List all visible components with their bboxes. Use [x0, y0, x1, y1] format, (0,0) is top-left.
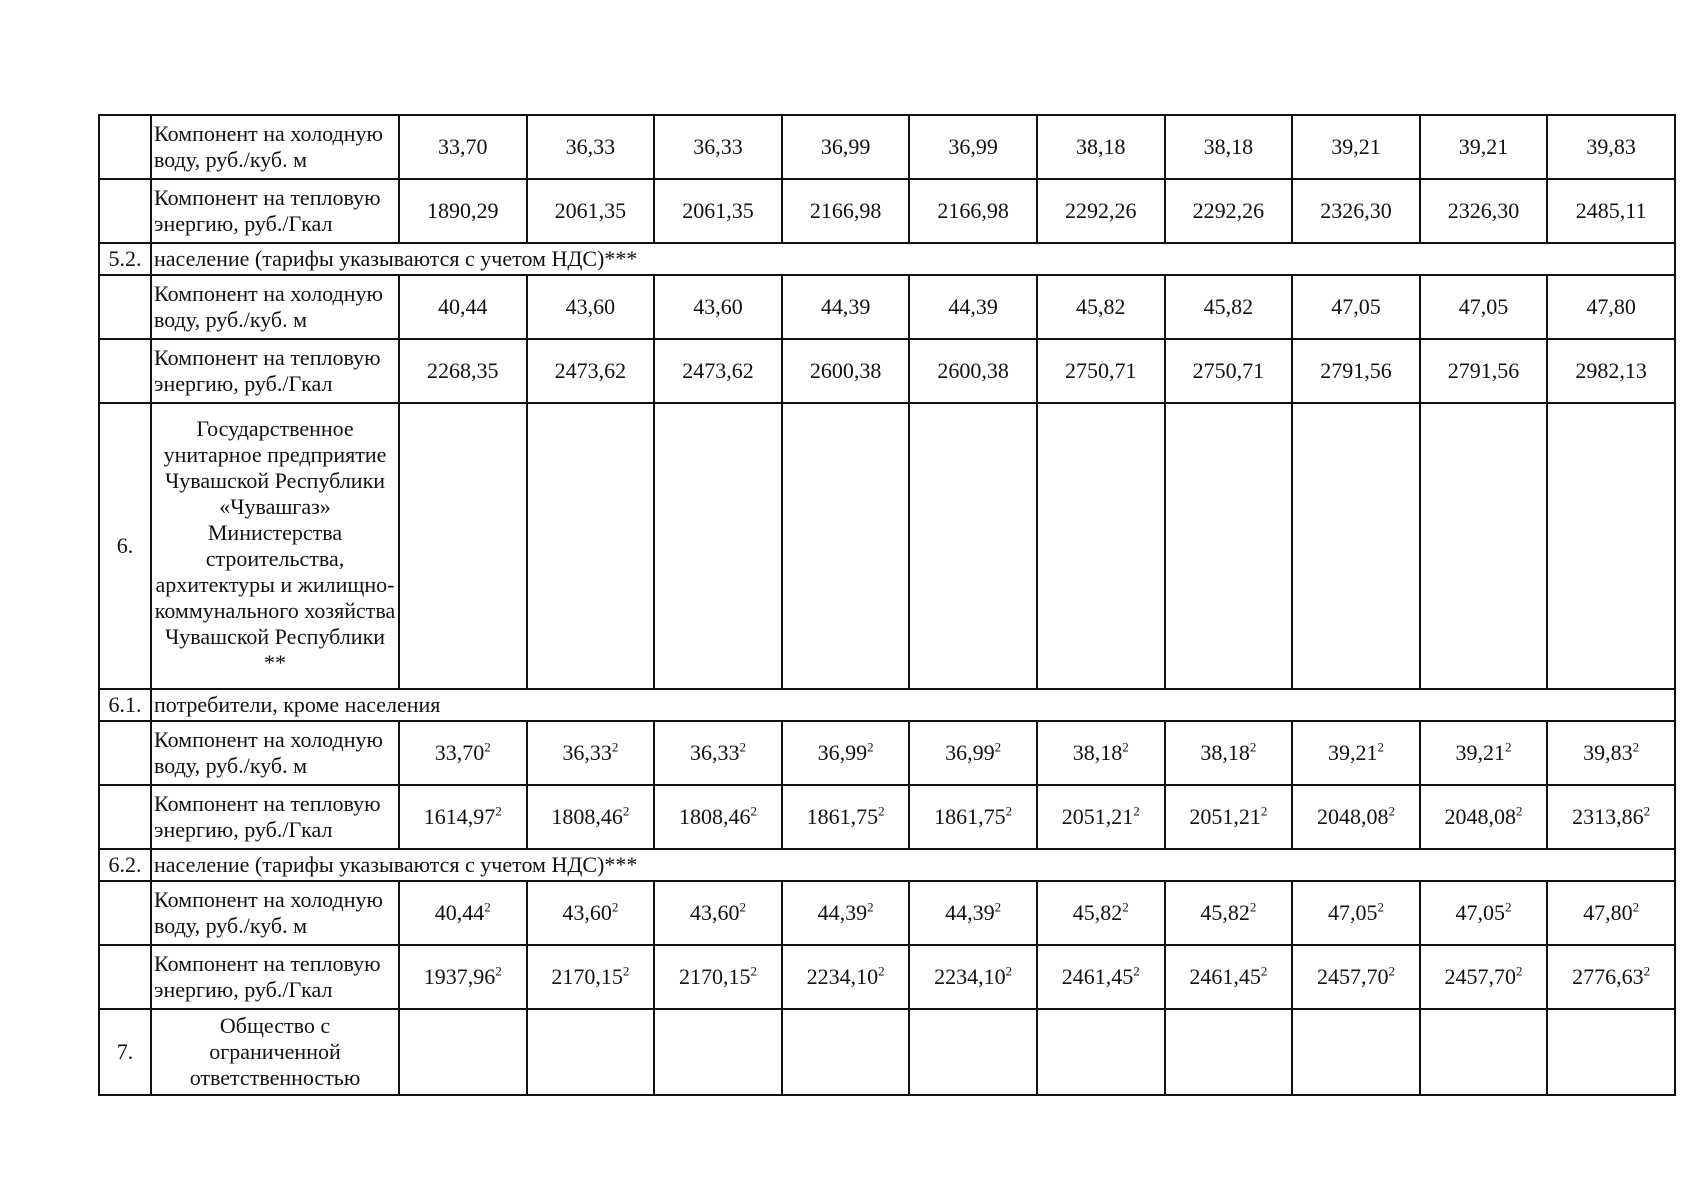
tariff-value: 36,33	[562, 740, 612, 765]
tariff-value-cell	[1547, 785, 1675, 849]
tariff-value: 2600,38	[937, 358, 1009, 383]
tariff-value: 38,18	[1076, 134, 1126, 159]
footnote-marker: 2	[867, 899, 874, 915]
tariff-value: 2048,08	[1444, 804, 1517, 829]
tariff-value-cell	[399, 339, 527, 403]
component-label: Компонент на холодную воду, руб./куб. м	[151, 721, 399, 785]
tariff-value: 36,99	[817, 740, 868, 765]
section-row	[99, 689, 1675, 721]
tariff-value-cell	[1165, 721, 1293, 785]
organization-name: Общество с ограниченной ответственностью	[151, 1009, 399, 1095]
tariff-value: 2166,98	[809, 198, 882, 223]
tariff-value-cell	[654, 179, 782, 243]
component-label: Компонент на тепловую энергию, руб./Гкал	[151, 339, 399, 403]
tariff-value-cell	[1420, 339, 1548, 403]
row-number	[99, 945, 151, 1009]
tariff-value: 2485,11	[1575, 198, 1647, 223]
footnote-marker: 2	[1005, 803, 1013, 819]
tariff-value-cell	[909, 339, 1037, 403]
component-row	[99, 179, 1675, 243]
row-number: 6.	[99, 403, 151, 689]
tariff-value-cell	[527, 721, 655, 785]
component-label: Компонент на тепловую энергию, руб./Гкал	[151, 785, 399, 849]
tariff-value-cell	[1165, 339, 1293, 403]
row-number	[99, 785, 151, 849]
tariff-value-cell	[1037, 339, 1165, 403]
tariff-value-cell	[782, 721, 910, 785]
tariff-value-cell	[1292, 1009, 1420, 1095]
component-row	[99, 881, 1675, 945]
tariff-value: 47,05	[1327, 900, 1378, 925]
tariff-value-cell	[527, 115, 655, 179]
tariff-value-cell	[909, 1009, 1037, 1095]
footnote-marker: 2	[622, 963, 630, 979]
row-number: 6.2.	[99, 849, 151, 881]
row-number	[99, 881, 151, 945]
tariff-value-cell	[782, 881, 910, 945]
tariff-value-cell	[1547, 403, 1675, 689]
footnote-marker: 2	[1643, 963, 1651, 979]
component-row	[99, 785, 1675, 849]
tariff-value-cell	[1037, 403, 1165, 689]
tariff-value-cell	[782, 945, 910, 1009]
tariff-value-cell	[1547, 275, 1675, 339]
tariff-value-cell	[1547, 115, 1675, 179]
tariff-value-cell	[1292, 275, 1420, 339]
tariff-value-cell	[1037, 881, 1165, 945]
component-row	[99, 945, 1675, 1009]
tariff-value-cell	[527, 785, 655, 849]
footnote-marker: 2	[1516, 803, 1523, 819]
tariff-value-cell	[782, 339, 910, 403]
footnote-marker: 2	[867, 739, 874, 755]
tariff-value: 39,21	[1458, 134, 1509, 159]
row-number: 6.1.	[99, 689, 151, 721]
component-label: Компонент на холодную воду, руб./куб. м	[151, 881, 399, 945]
tariff-value: 2791,56	[1447, 358, 1520, 383]
tariff-value: 1937,96	[423, 964, 496, 989]
tariff-value-cell	[1292, 721, 1420, 785]
tariff-value-cell	[1037, 1009, 1165, 1095]
tariff-value-cell	[782, 275, 910, 339]
row-number	[99, 275, 151, 339]
tariff-value-cell	[399, 1009, 527, 1095]
tariff-value-cell	[909, 179, 1037, 243]
tariff-value-cell	[527, 339, 655, 403]
tariff-value: 45,82	[1203, 294, 1254, 319]
tariff-value: 2473,62	[682, 358, 754, 383]
tariff-value-cell	[1165, 275, 1293, 339]
tariff-value: 45,82	[1072, 900, 1123, 925]
footnote-marker: 2	[484, 739, 491, 755]
tariff-value: 44,39	[817, 900, 868, 925]
footnote-marker: 2	[1632, 739, 1640, 755]
tariff-value: 36,99	[945, 740, 995, 765]
tariff-value-cell	[1165, 881, 1293, 945]
tariff-value: 2048,08	[1316, 804, 1389, 829]
tariff-value: 44,39	[945, 900, 995, 925]
tariff-value: 39,83	[1583, 740, 1633, 765]
tariff-value: 45,82	[1076, 294, 1126, 319]
row-number	[99, 721, 151, 785]
tariff-value: 2061,35	[554, 198, 627, 223]
tariff-value: 2457,70	[1316, 964, 1389, 989]
footnote-marker: 2	[611, 899, 619, 915]
tariff-value-cell	[1292, 785, 1420, 849]
tariff-value-cell	[654, 881, 782, 945]
tariff-value: 2061,35	[682, 198, 754, 223]
footnote-marker: 2	[1377, 739, 1384, 755]
tariff-value-cell	[1037, 179, 1165, 243]
tariff-table-body	[99, 115, 1675, 1095]
tariff-value: 38,18	[1203, 134, 1254, 159]
tariff-value: 44,39	[948, 294, 998, 319]
tariff-value-cell	[782, 403, 910, 689]
organization-name: Государственное унитарное предприятие Чувашской Республики «Чувашгаз» Министерства строительства, архитектуры и жилищно-коммунального хозяйства Чувашской Республики **	[151, 403, 399, 689]
component-label: Компонент на холодную воду, руб./куб. м	[151, 115, 399, 179]
tariff-value-cell	[1165, 179, 1293, 243]
tariff-value-cell	[1420, 945, 1548, 1009]
row-number: 7.	[99, 1009, 151, 1095]
footnote-marker: 2	[1388, 963, 1395, 979]
tariff-value-cell	[1547, 339, 1675, 403]
tariff-value: 40,44	[434, 900, 485, 925]
tariff-value: 36,33	[689, 740, 740, 765]
footnote-marker: 2	[750, 963, 757, 979]
section-title: население (тарифы указываются с учетом НДС)***	[151, 849, 1675, 881]
tariff-value-cell	[1165, 1009, 1293, 1095]
footnote-marker: 2	[1505, 739, 1512, 755]
footnote-marker: 2	[1122, 739, 1129, 755]
footnote-marker: 2	[1005, 963, 1013, 979]
row-number: 5.2.	[99, 243, 151, 275]
tariff-value-cell	[399, 721, 527, 785]
tariff-value: 2326,30	[1320, 198, 1392, 223]
footnote-marker: 2	[1505, 899, 1512, 915]
footnote-marker: 2	[739, 899, 746, 915]
tariff-value-cell	[527, 1009, 655, 1095]
tariff-value: 39,21	[1327, 740, 1378, 765]
tariff-value-cell	[654, 275, 782, 339]
tariff-value: 1861,75	[934, 804, 1006, 829]
footnote-marker: 2	[1249, 899, 1257, 915]
tariff-value: 36,99	[820, 134, 871, 159]
footnote-marker: 2	[878, 803, 885, 819]
component-label: Компонент на холодную воду, руб./куб. м	[151, 275, 399, 339]
tariff-value: 2776,63	[1572, 964, 1644, 989]
tariff-value-cell	[782, 785, 910, 849]
tariff-value: 2750,71	[1192, 358, 1265, 383]
tariff-value: 1890,29	[427, 198, 499, 223]
tariff-value-cell	[1037, 945, 1165, 1009]
tariff-value: 39,83	[1586, 134, 1636, 159]
tariff-value-cell	[909, 881, 1037, 945]
tariff-value-cell	[1292, 115, 1420, 179]
tariff-value-cell	[1547, 881, 1675, 945]
tariff-value: 2292,26	[1192, 198, 1265, 223]
tariff-value-cell	[654, 339, 782, 403]
tariff-table	[98, 114, 1676, 1096]
footnote-marker: 2	[1516, 963, 1523, 979]
tariff-value-cell	[527, 275, 655, 339]
footnote-marker: 2	[622, 803, 630, 819]
footnote-marker: 2	[611, 739, 619, 755]
tariff-value: 43,60	[689, 900, 740, 925]
component-row	[99, 275, 1675, 339]
row-number	[99, 115, 151, 179]
tariff-value: 2170,15	[551, 964, 623, 989]
tariff-value: 2457,70	[1444, 964, 1517, 989]
tariff-value: 44,39	[820, 294, 871, 319]
tariff-value: 2051,21	[1061, 804, 1134, 829]
component-row	[99, 339, 1675, 403]
tariff-value: 33,70	[438, 134, 488, 159]
tariff-value-cell	[1037, 115, 1165, 179]
footnote-marker: 2	[750, 803, 757, 819]
tariff-value: 43,60	[565, 294, 616, 319]
tariff-value-cell	[527, 403, 655, 689]
tariff-value-cell	[909, 721, 1037, 785]
tariff-value: 43,60	[693, 294, 743, 319]
tariff-value-cell	[782, 115, 910, 179]
section-title: население (тарифы указываются с учетом НДС)***	[151, 243, 1675, 275]
section-title: потребители, кроме населения	[151, 689, 1675, 721]
footnote-marker: 2	[1632, 899, 1640, 915]
tariff-value: 2750,71	[1065, 358, 1137, 383]
section-row	[99, 849, 1675, 881]
tariff-value: 36,99	[948, 134, 998, 159]
tariff-value-cell	[654, 403, 782, 689]
tariff-value: 1808,46	[551, 804, 623, 829]
tariff-value-cell	[654, 785, 782, 849]
component-label: Компонент на тепловую энергию, руб./Гкал	[151, 945, 399, 1009]
tariff-value: 1614,97	[423, 804, 496, 829]
tariff-value: 45,82	[1200, 900, 1250, 925]
tariff-value: 2982,13	[1575, 358, 1647, 383]
tariff-value: 47,80	[1583, 900, 1633, 925]
tariff-value: 2791,56	[1320, 358, 1392, 383]
tariff-value-cell	[1292, 945, 1420, 1009]
tariff-value-cell	[1165, 785, 1293, 849]
tariff-value-cell	[527, 179, 655, 243]
tariff-value-cell	[1547, 721, 1675, 785]
footnote-marker: 2	[484, 899, 491, 915]
tariff-value: 2461,45	[1061, 964, 1134, 989]
tariff-value-cell	[909, 275, 1037, 339]
row-number	[99, 179, 151, 243]
tariff-value: 2292,26	[1065, 198, 1137, 223]
tariff-value-cell	[654, 721, 782, 785]
tariff-value-cell	[782, 1009, 910, 1095]
component-label: Компонент на тепловую энергию, руб./Гкал	[151, 179, 399, 243]
tariff-value-cell	[909, 115, 1037, 179]
tariff-value-cell	[1420, 403, 1548, 689]
tariff-value-cell	[1420, 721, 1548, 785]
tariff-value: 39,21	[1331, 134, 1381, 159]
tariff-value-cell	[1037, 275, 1165, 339]
tariff-value-cell	[1547, 945, 1675, 1009]
footnote-marker: 2	[1122, 899, 1129, 915]
tariff-value-cell	[1037, 721, 1165, 785]
tariff-value-cell	[782, 179, 910, 243]
tariff-value: 33,70	[434, 740, 485, 765]
footnote-marker: 2	[1643, 803, 1651, 819]
footnote-marker: 2	[495, 803, 502, 819]
tariff-value: 39,21	[1455, 740, 1506, 765]
tariff-value: 2051,21	[1189, 804, 1261, 829]
tariff-value-cell	[1292, 881, 1420, 945]
tariff-value-cell	[399, 179, 527, 243]
tariff-value-cell	[399, 403, 527, 689]
footnote-marker: 2	[1133, 803, 1140, 819]
tariff-value-cell	[1292, 339, 1420, 403]
tariff-value-cell	[1037, 785, 1165, 849]
tariff-value-cell	[909, 403, 1037, 689]
footnote-marker: 2	[1377, 899, 1384, 915]
tariff-value-cell	[527, 881, 655, 945]
footnote-marker: 2	[1260, 963, 1268, 979]
footnote-marker: 2	[1388, 803, 1395, 819]
footnote-marker: 2	[495, 963, 502, 979]
tariff-value-cell	[1420, 785, 1548, 849]
tariff-value: 40,44	[438, 294, 488, 319]
tariff-value-cell	[399, 945, 527, 1009]
component-row	[99, 721, 1675, 785]
tariff-value: 47,05	[1455, 900, 1506, 925]
tariff-value: 36,33	[693, 134, 743, 159]
tariff-value-cell	[1165, 115, 1293, 179]
tariff-value-cell	[1420, 275, 1548, 339]
tariff-value-cell	[1420, 881, 1548, 945]
tariff-value: 2234,10	[806, 964, 879, 989]
tariff-value-cell	[1420, 179, 1548, 243]
tariff-value-cell	[654, 115, 782, 179]
organization-row	[99, 1009, 1675, 1095]
tariff-value-cell	[399, 275, 527, 339]
footnote-marker: 2	[1249, 739, 1257, 755]
tariff-value-cell	[909, 945, 1037, 1009]
tariff-value-cell	[399, 881, 527, 945]
tariff-value: 2326,30	[1447, 198, 1520, 223]
tariff-value: 47,05	[1458, 294, 1509, 319]
component-row	[99, 115, 1675, 179]
tariff-value-cell	[399, 785, 527, 849]
tariff-value: 2170,15	[678, 964, 751, 989]
tariff-value-cell	[654, 1009, 782, 1095]
tariff-value: 2461,45	[1189, 964, 1261, 989]
tariff-value: 36,33	[565, 134, 616, 159]
footnote-marker: 2	[994, 739, 1002, 755]
tariff-value-cell	[1292, 403, 1420, 689]
tariff-value-cell	[654, 945, 782, 1009]
tariff-value-cell	[1547, 179, 1675, 243]
footnote-marker: 2	[1260, 803, 1268, 819]
tariff-value: 47,05	[1331, 294, 1381, 319]
tariff-value: 2313,86	[1572, 804, 1644, 829]
footnote-marker: 2	[739, 739, 746, 755]
tariff-value-cell	[1547, 1009, 1675, 1095]
tariff-value: 2600,38	[809, 358, 882, 383]
tariff-value: 1808,46	[678, 804, 751, 829]
tariff-value: 43,60	[562, 900, 612, 925]
tariff-value: 2166,98	[937, 198, 1009, 223]
tariff-value: 1861,75	[806, 804, 879, 829]
tariff-value: 38,18	[1072, 740, 1123, 765]
tariff-value-cell	[1165, 945, 1293, 1009]
row-number	[99, 339, 151, 403]
tariff-value: 38,18	[1200, 740, 1250, 765]
tariff-value-cell	[527, 945, 655, 1009]
tariff-value-cell	[1165, 403, 1293, 689]
footnote-marker: 2	[994, 899, 1002, 915]
tariff-value-cell	[909, 785, 1037, 849]
footnote-marker: 2	[878, 963, 885, 979]
tariff-value-cell	[1420, 115, 1548, 179]
section-row	[99, 243, 1675, 275]
tariff-value: 2234,10	[934, 964, 1006, 989]
tariff-value: 47,80	[1586, 294, 1636, 319]
tariff-value: 2268,35	[427, 358, 499, 383]
tariff-value-cell	[399, 115, 527, 179]
organization-row	[99, 403, 1675, 689]
tariff-value-cell	[1420, 1009, 1548, 1095]
tariff-value-cell	[1292, 179, 1420, 243]
footnote-marker: 2	[1133, 963, 1140, 979]
tariff-value: 2473,62	[554, 358, 627, 383]
